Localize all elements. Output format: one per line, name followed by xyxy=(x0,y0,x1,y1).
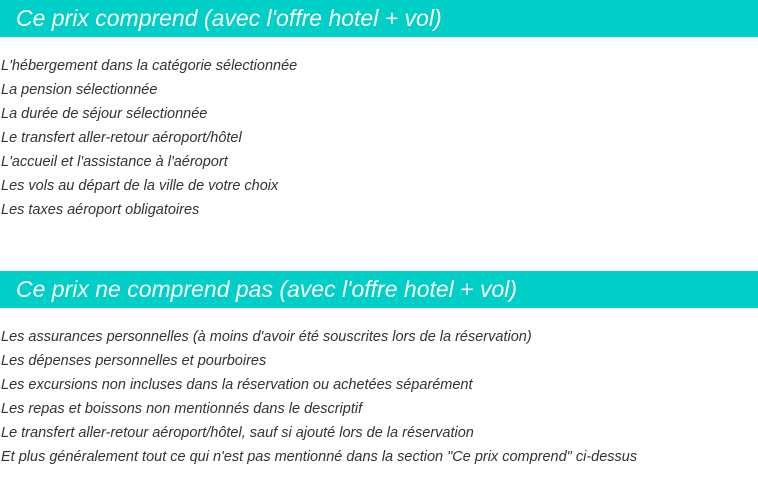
list-item: Les excursions non incluses dans la réservation ou achetées séparément xyxy=(1,377,473,393)
list-item: Et plus généralement tout ce qui n'est pas mentionné dans la section "Ce prix comprend" ci-dessus xyxy=(1,449,638,465)
included-banner xyxy=(0,0,758,37)
included-section xyxy=(0,0,758,222)
excluded-title: Ce prix ne comprend pas (avec l'offre hotel + vol) xyxy=(16,276,518,302)
list-item: Le transfert aller-retour aéroport/hôtel, sauf si ajouté lors de la réservation xyxy=(1,425,474,441)
list-item: Les taxes aéroport obligatoires xyxy=(1,202,200,218)
list-item: Les repas et boissons non mentionnés dans le descriptif xyxy=(1,401,363,417)
list-item: L'hébergement dans la catégorie sélectionnée xyxy=(1,58,298,74)
excluded-list xyxy=(0,325,758,469)
list-item: Le transfert aller-retour aéroport/hôtel xyxy=(1,130,242,146)
excluded-banner xyxy=(0,271,758,308)
list-item: Les vols au départ de la ville de votre choix xyxy=(1,178,279,194)
included-title: Ce prix comprend (avec l'offre hotel + vol) xyxy=(16,5,442,31)
list-item: La durée de séjour sélectionnée xyxy=(1,106,208,122)
list-item: L'accueil et l'assistance à l'aéroport xyxy=(1,154,228,170)
list-item: Les dépenses personnelles et pourboires xyxy=(1,353,267,369)
included-list xyxy=(0,54,758,222)
excluded-section xyxy=(0,271,758,469)
list-item: Les assurances personnelles (à moins d'avoir été souscrites lors de la réservation) xyxy=(1,329,532,345)
list-item: La pension sélectionnée xyxy=(1,82,158,98)
